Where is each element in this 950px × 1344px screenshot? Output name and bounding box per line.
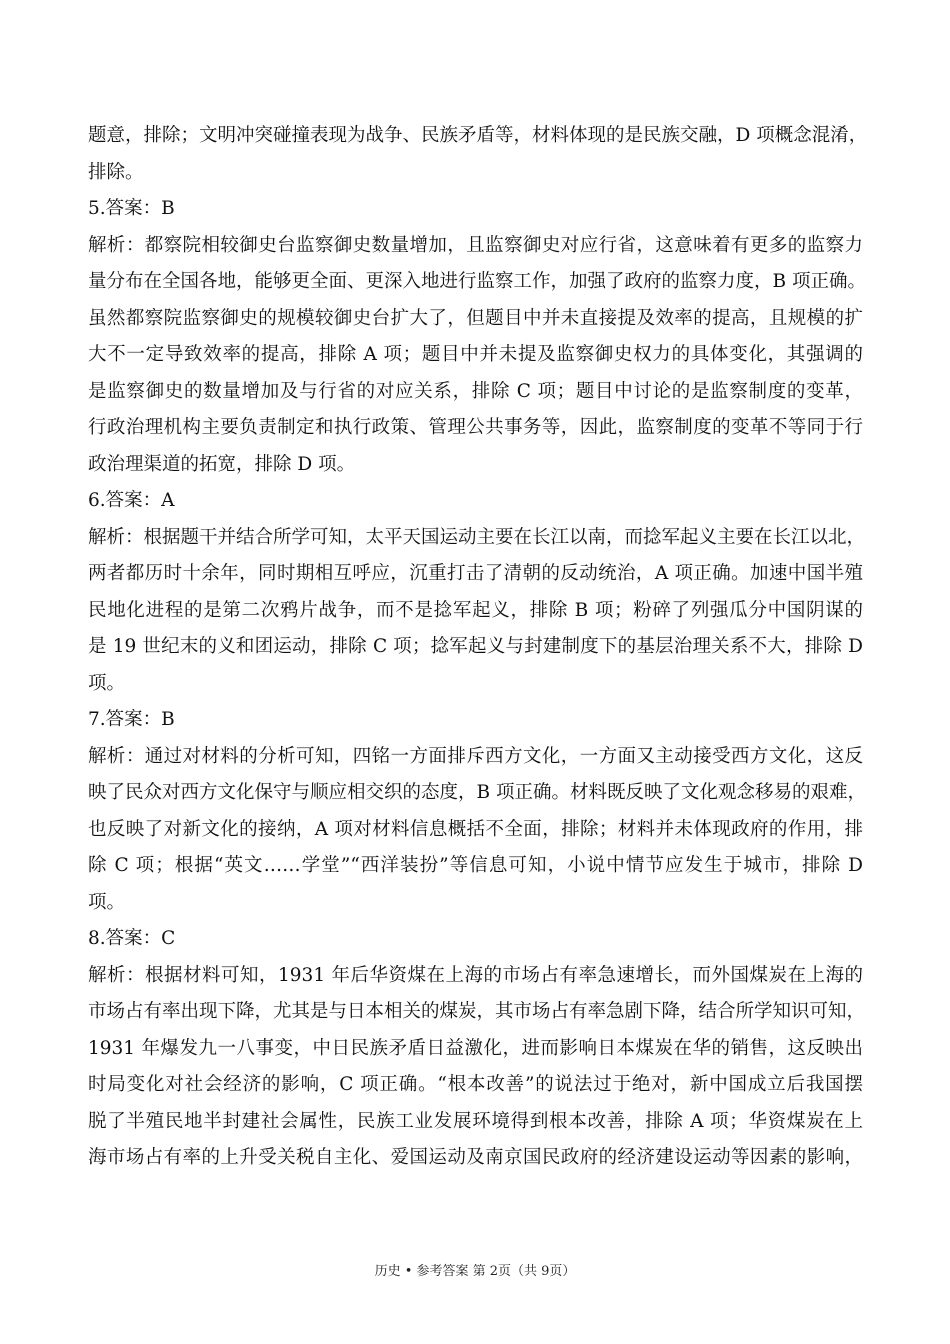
text-line: 脱了半殖民地半封建社会属性，民族工业发展环境得到根本改善，排除 A 项；华资煤炭在上 bbox=[88, 1110, 863, 1132]
text-line: 市场占有率出现下降，尤其是与日本相关的煤炭，其市场占有率急剧下降，结合所学知识可知， bbox=[88, 1001, 866, 1022]
answer-heading: 7.答案：B bbox=[88, 709, 175, 730]
text-line: 行政治理机构主要负责制定和执行政策、管理公共事务等，因此，监察制度的变革不等同于行 bbox=[88, 417, 863, 438]
text-line: 量分布在全国各地，能够更全面、更深入地进行监察工作，加强了政府的监察力度，B 项正确。 bbox=[88, 271, 866, 292]
text-line: 大不一定导致效率的提高，排除 A 项；题目中并未提及监察御史权力的具体变化，其强调的 bbox=[88, 344, 863, 365]
text-line: 排除。 bbox=[88, 161, 144, 183]
text-line: 两者都历时十余年，同时期相互呼应，沉重打击了清朝的反动统治，A 项正确。加速中国半殖 bbox=[88, 563, 863, 584]
text-line: 时局变化对社会经济的影响，C 项正确。“根本改善”的说法过于绝对，新中国成立后我国摆 bbox=[88, 1074, 863, 1095]
answer-heading: 8.答案：C bbox=[88, 928, 176, 949]
answer-heading: 6.答案：A bbox=[88, 490, 175, 511]
text-line: 项。 bbox=[88, 672, 126, 694]
text-line: 政治理渠道的拓宽，排除 D 项。 bbox=[88, 453, 356, 475]
text-line: 海市场占有率的上升受关税自主化、爱国运动及南京国民政府的经济建设运动等因素的影响， bbox=[88, 1147, 863, 1168]
analysis-line: 解析：根据题干并结合所学可知，太平天国运动主要在长江以南，而捻军起义主要在长江以北， bbox=[88, 526, 866, 548]
answer-explanations bbox=[88, 118, 868, 1177]
text-line: 题意，排除；文明冲突碰撞表现为战争、民族矛盾等，材料体现的是民族交融，D 项概念混淆， bbox=[88, 125, 868, 146]
text-line: 项。 bbox=[88, 891, 126, 913]
text-line: 1931 年爆发九一八事变，中日民族矛盾日益激化，进而影响日本煤炭在华的销售，这反映出 bbox=[88, 1037, 863, 1059]
text-line: 是 19 世纪末的义和团运动，排除 C 项；捻军起义与封建制度下的基层治理关系不大，排除 D bbox=[88, 636, 863, 657]
answer-heading: 5.答案：B bbox=[88, 198, 175, 219]
text-line: 除 C 项；根据“英文……学堂”“西洋装扮”等信息可知，小说中情节应发生于城市，排除 D bbox=[88, 855, 863, 876]
text-line: 是监察御史的数量增加及与行省的对应关系，排除 C 项；题目中讨论的是监察制度的变革， bbox=[88, 380, 863, 402]
analysis-line: 解析：通过对材料的分析可知，四铭一方面排斥西方文化，一方面又主动接受西方文化，这反 bbox=[88, 745, 863, 767]
text-line: 虽然都察院监察御史的规模较御史台扩大了，但题目中并未直接提及效率的提高，且规模的扩 bbox=[88, 307, 863, 329]
analysis-line: 解析：都察院相较御史台监察御史数量增加，且监察御史对应行省，这意味着有更多的监察力 bbox=[88, 234, 863, 256]
text-line: 映了民众对西方文化保守与顺应相交织的态度，B 项正确。材料既反映了文化观念移易的艰难， bbox=[88, 782, 866, 803]
text-line: 也反映了对新文化的接纳，A 项对材料信息概括不全面，排除；材料并未体现政府的作用，排 bbox=[88, 818, 863, 840]
text-line: 民地化进程的是第二次鸦片战争，而不是捻军起义，排除 B 项；粉碎了列强瓜分中国阴谋的 bbox=[88, 599, 863, 621]
page-footer: 历史 • 参考答案 第 2页（共 9页） bbox=[374, 1264, 576, 1279]
analysis-line: 解析：根据材料可知，1931 年后华资煤在上海的市场占有率急速增长，而外国煤炭在上海的 bbox=[88, 964, 863, 986]
